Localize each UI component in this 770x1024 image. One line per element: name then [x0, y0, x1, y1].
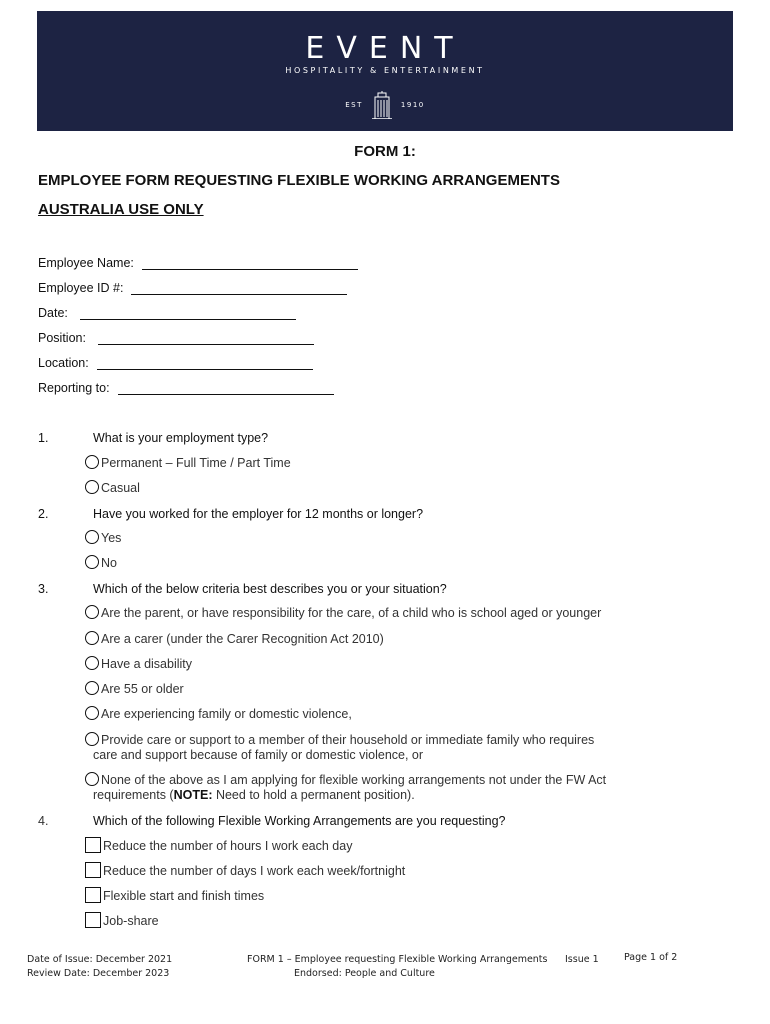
form-subtitle: EMPLOYEE FORM REQUESTING FLEXIBLE WORKING ARRANGEMENTS — [38, 172, 560, 189]
q3-option-family-violence[interactable]: Are experiencing family or domestic violence, — [85, 707, 352, 722]
footer-endorsed: Endorsed: People and Culture — [294, 968, 435, 979]
q1-option-casual[interactable]: Casual — [85, 481, 140, 496]
checkbox[interactable] — [85, 887, 101, 903]
q3-option-provide-care-continued: care and support because of family or domestic violence, or — [93, 748, 424, 762]
employee-id-field — [38, 281, 347, 295]
q4-option-job-share[interactable]: Job-share — [85, 914, 159, 929]
reporting-to-field — [38, 381, 334, 395]
q3-option-disability[interactable]: Have a disability — [85, 657, 192, 672]
q3-option-55-or-older[interactable]: Are 55 or older — [85, 682, 184, 697]
radio-button[interactable] — [85, 530, 99, 544]
footer-issue-date: Date of Issue: December 2021 — [27, 954, 173, 965]
position-label: Position: — [38, 331, 86, 345]
radio-button[interactable] — [85, 772, 99, 786]
question-2-text: Have you worked for the employer for 12 months or longer? — [93, 507, 424, 521]
radio-button[interactable] — [85, 656, 99, 670]
radio-button[interactable] — [85, 455, 99, 469]
brand-tagline: HOSPITALITY & ENTERTAINMENT — [285, 66, 485, 75]
question-3-number: 3. — [38, 582, 49, 596]
employee-id-label: Employee ID #: — [38, 281, 124, 295]
checkbox[interactable] — [85, 837, 101, 853]
header-banner — [37, 11, 733, 131]
reporting-to-label: Reporting to: — [38, 381, 110, 395]
q3-option-provide-care[interactable]: Provide care or support to a member of their household or immediate family who requires — [85, 733, 594, 748]
q4-option-flexible-times[interactable]: Flexible start and finish times — [85, 889, 264, 904]
footer-issue: Issue 1 — [565, 954, 599, 965]
q3-option-none-of-above[interactable]: None of the above as I am applying for flexible working arrangements not under the FW Act — [85, 773, 606, 788]
radio-button[interactable] — [85, 732, 99, 746]
brand-logo-text: EVENT — [305, 31, 465, 66]
q3-option-none-of-above-continued: requirements (NOTE: Need to hold a permanent position). — [93, 788, 415, 802]
employee-name-label: Employee Name: — [38, 256, 134, 270]
radio-button[interactable] — [85, 681, 99, 695]
building-icon — [371, 91, 393, 119]
reporting-to-input[interactable] — [118, 382, 334, 395]
q4-option-reduce-days[interactable]: Reduce the number of days I work each week/fortnight — [85, 864, 405, 879]
question-1-text: What is your employment type? — [93, 431, 269, 445]
employee-name-input[interactable] — [142, 257, 358, 270]
question-2-number: 2. — [38, 507, 49, 521]
footer-review-date: Review Date: December 2023 — [27, 968, 170, 979]
question-1-number: 1. — [38, 431, 49, 445]
est-label: EST — [345, 101, 363, 109]
q3-option-parent[interactable]: Are the parent, or have responsibility for the care, of a child who is school aged or younger — [85, 606, 601, 621]
question-4-number: 4. — [38, 814, 49, 828]
q2-option-yes[interactable]: Yes — [85, 531, 121, 546]
position-field — [38, 331, 314, 345]
checkbox[interactable] — [85, 862, 101, 878]
radio-button[interactable] — [85, 706, 99, 720]
question-4-text: Which of the following Flexible Working Arrangements are you requesting? — [93, 814, 506, 828]
footer-form-name: FORM 1 – Employee requesting Flexible Working Arrangements — [247, 954, 548, 965]
form-title: FORM 1: — [354, 143, 416, 160]
note-label: NOTE: — [173, 788, 213, 802]
date-field — [38, 306, 296, 320]
location-field — [38, 356, 313, 370]
checkbox[interactable] — [85, 912, 101, 928]
position-input[interactable] — [98, 332, 314, 345]
est-year: 1910 — [400, 101, 425, 109]
q3-option-carer[interactable]: Are a carer (under the Carer Recognition Act 2010) — [85, 632, 384, 647]
date-label: Date: — [38, 306, 68, 320]
est-row — [37, 91, 733, 119]
footer-page-number: Page 1 of 2 — [624, 952, 678, 963]
radio-button[interactable] — [85, 605, 99, 619]
radio-button[interactable] — [85, 555, 99, 569]
location-label: Location: — [38, 356, 89, 370]
radio-button[interactable] — [85, 480, 99, 494]
location-input[interactable] — [97, 357, 313, 370]
employee-name-field — [38, 256, 358, 270]
employee-id-input[interactable] — [131, 282, 347, 295]
q4-option-reduce-hours[interactable]: Reduce the number of hours I work each day — [85, 839, 352, 854]
q2-option-no[interactable]: No — [85, 556, 117, 571]
q1-option-permanent[interactable]: Permanent – Full Time / Part Time — [85, 456, 291, 471]
question-3-text: Which of the below criteria best describes you or your situation? — [93, 582, 447, 596]
date-input[interactable] — [80, 307, 296, 320]
radio-button[interactable] — [85, 631, 99, 645]
region-note: AUSTRALIA USE ONLY — [38, 201, 204, 218]
